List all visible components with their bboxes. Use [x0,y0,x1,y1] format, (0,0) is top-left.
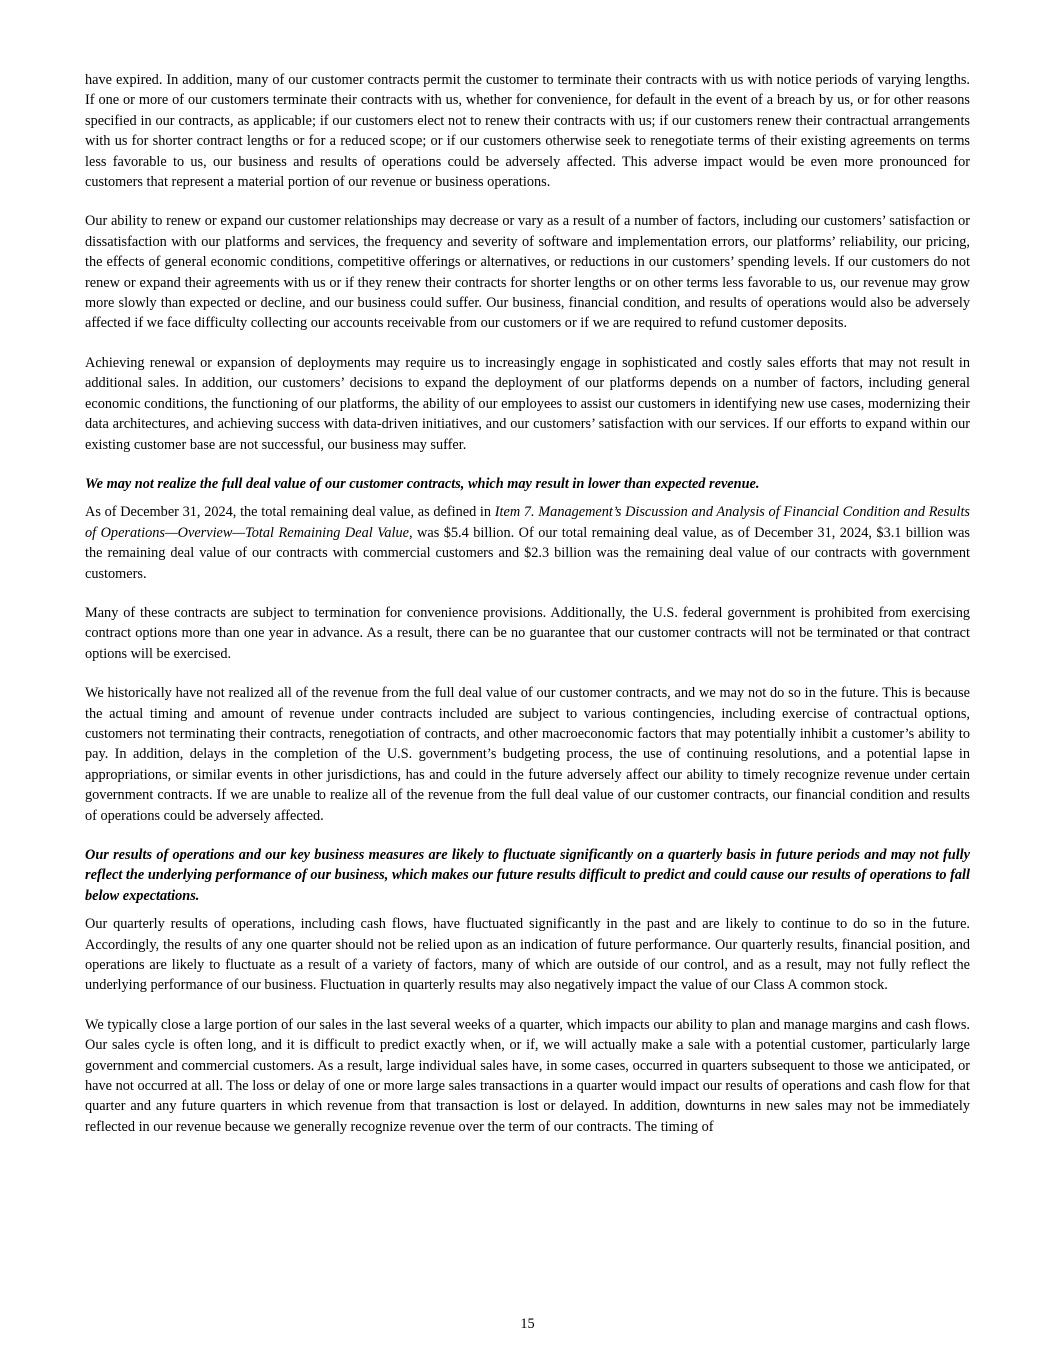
paragraph-contract-termination [85,70,970,192]
risk-heading-deal-value [85,474,970,494]
paragraph-text: We historically have not realized all of the revenue from the full deal value of our customer contracts, and we may not do so in the future. This is because the actual timing and amount of revenue under contracts included are subject to various contingencies, including exercise of contractual options, customers not terminating their contracts, renegotiation of contracts, and other macroeconomic factors that may potentially inhibit a customer’s ability to pay. In addition, delays in the completion of the U.S. government’s budgeting process, the use of continuing resolutions, and a potential lapse in appropriations, or similar events in other jurisdictions, has and could in the future adversely affect our ability to timely recognize revenue under certain government contracts. If we are unable to realize all of the revenue from the full deal value of our customer contracts, our financial condition and results of operations could be adversely affected. [85,685,970,824]
item7-reference-italic: Item 7. Management’s Discussion and Analysis of Financial Condition and Results of Operations—Overview—Total Remaining Deal Value, [85,504,970,541]
paragraph-renewal-factors [85,211,970,333]
risk-heading-quarterly-fluctuation [85,845,970,906]
paragraph-text: Achieving renewal or expansion of deployments may require us to increasingly engage in sophisticated and costly sales efforts that may not result in additional sales. In addition, our customers’ decisions to expand the deployment of our platforms depends on a number of factors, including general economic conditions, the functioning of our platforms, the ability of our employees to assist our customers in identifying new use cases, modernizing their data architectures, and achieving success with data-driven initiatives, and our customers’ satisfaction with our services. If our efforts to expand within our existing customer base are not successful, our business may suffer. [85,354,970,453]
paragraph-remaining-deal-value [85,502,970,584]
paragraph-text: was $5.4 billion. Of our total remaining deal value, as of December 31, 2024, $3.1 billion was the remaining deal value of our contracts with commercial customers and $2.3 billion was the remaining deal value of our contracts with government customers. [85,524,970,582]
page-number: 15 [520,1316,535,1332]
paragraph-sales-cycle [85,1015,970,1137]
paragraph-text: Many of these contracts are subject to termination for convenience provisions. Additionally, the U.S. federal government is prohibited from exercising contract options more than one year in advance. As a result, there can be no guarantee that our customer contracts will not be terminated or that contract options will be exercised. [85,604,970,662]
paragraph-text: As of December 31, 2024, the total remaining deal value, as defined in [85,504,495,521]
paragraph-expansion-deployments [85,353,970,455]
paragraph-quarterly-results [85,914,970,996]
paragraph-text: Our ability to renew or expand our customer relationships may decrease or vary as a result of a number of factors, including our customers’ satisfaction or dissatisfaction with our platforms and services, the frequency and severity of software and implementation errors, our platforms’ reliability, our pricing, the effects of general economic conditions, competitive offerings or alternatives, or reductions in our customers’ spending levels. If our customers do not renew or expand their agreements with us or if they renew their contracts for shorter lengths or on other terms less favorable to us, our revenue may grow more slowly than expected or decline, and our business could suffer. Our business, financial condition, and results of operations would also be adversely affected if we face difficulty collecting our accounts receivable from our customers or if we are required to refund customer deposits. [85,213,970,332]
paragraph-text: have expired. In addition, many of our customer contracts permit the customer to terminate their contracts with us with notice periods of varying lengths. If one or more of our customers terminate their contracts with us, whether for convenience, for default in the event of a breach by us, or for other reasons specified in our contracts, as applicable; if our customers elect not to renew their contracts with us; if our customers renew their contractual arrangements with us for shorter contract lengths or for a reduced scope; or if our customers otherwise seek to renegotiate terms of their existing agreements on terms less favorable to us, our business and results of operations could be adversely affected. This adverse impact would be even more pronounced for customers that represent a material portion of our revenue or business operations. [85,72,970,191]
paragraph-text: We typically close a large portion of our sales in the last several weeks of a quarter, which impacts our ability to plan and manage margins and cash flows. Our sales cycle is often long, and it is difficult to predict exactly when, or if, we will actually make a sale with a potential customer, particularly large government and commercial customers. As a result, large individual sales have, in some cases, occurred in quarters subsequent to those we anticipated, or have not occurred at all. The loss or delay of one or more large sales transactions in a quarter would impact our results of operations and cash flow for that quarter and any future quarters in which revenue from that transaction is lost or delayed. In addition, downturns in new sales may not be immediately reflected in our revenue because we generally recognize revenue over the term of our contracts. The timing of [85,1016,970,1135]
paragraph-termination-convenience [85,603,970,664]
heading-text: Our results of operations and our key business measures are likely to fluctuate significantly on a quarterly basis in future periods and may not fully reflect the underlying performance of our business, which makes our future results difficult to predict and could cause our results of operations to fall below expectations. [85,847,970,904]
paragraph-text: Our quarterly results of operations, including cash flows, have fluctuated significantly in the past and are likely to continue to do so in the future. Accordingly, the results of any one quarter should not be relied upon as an indication of future performance. Our quarterly results, financial position, and operations are likely to fluctuate as a result of a variety of factors, many of which are outside of our control, and as a result, may not fully reflect the underlying performance of our business. Fluctuation in quarterly results may also negatively impact the value of our Class A common stock. [85,916,970,994]
paragraph-revenue-contingencies [85,683,970,826]
heading-text: We may not realize the full deal value of our customer contracts, which may result in lower than expected revenue. [85,475,760,492]
